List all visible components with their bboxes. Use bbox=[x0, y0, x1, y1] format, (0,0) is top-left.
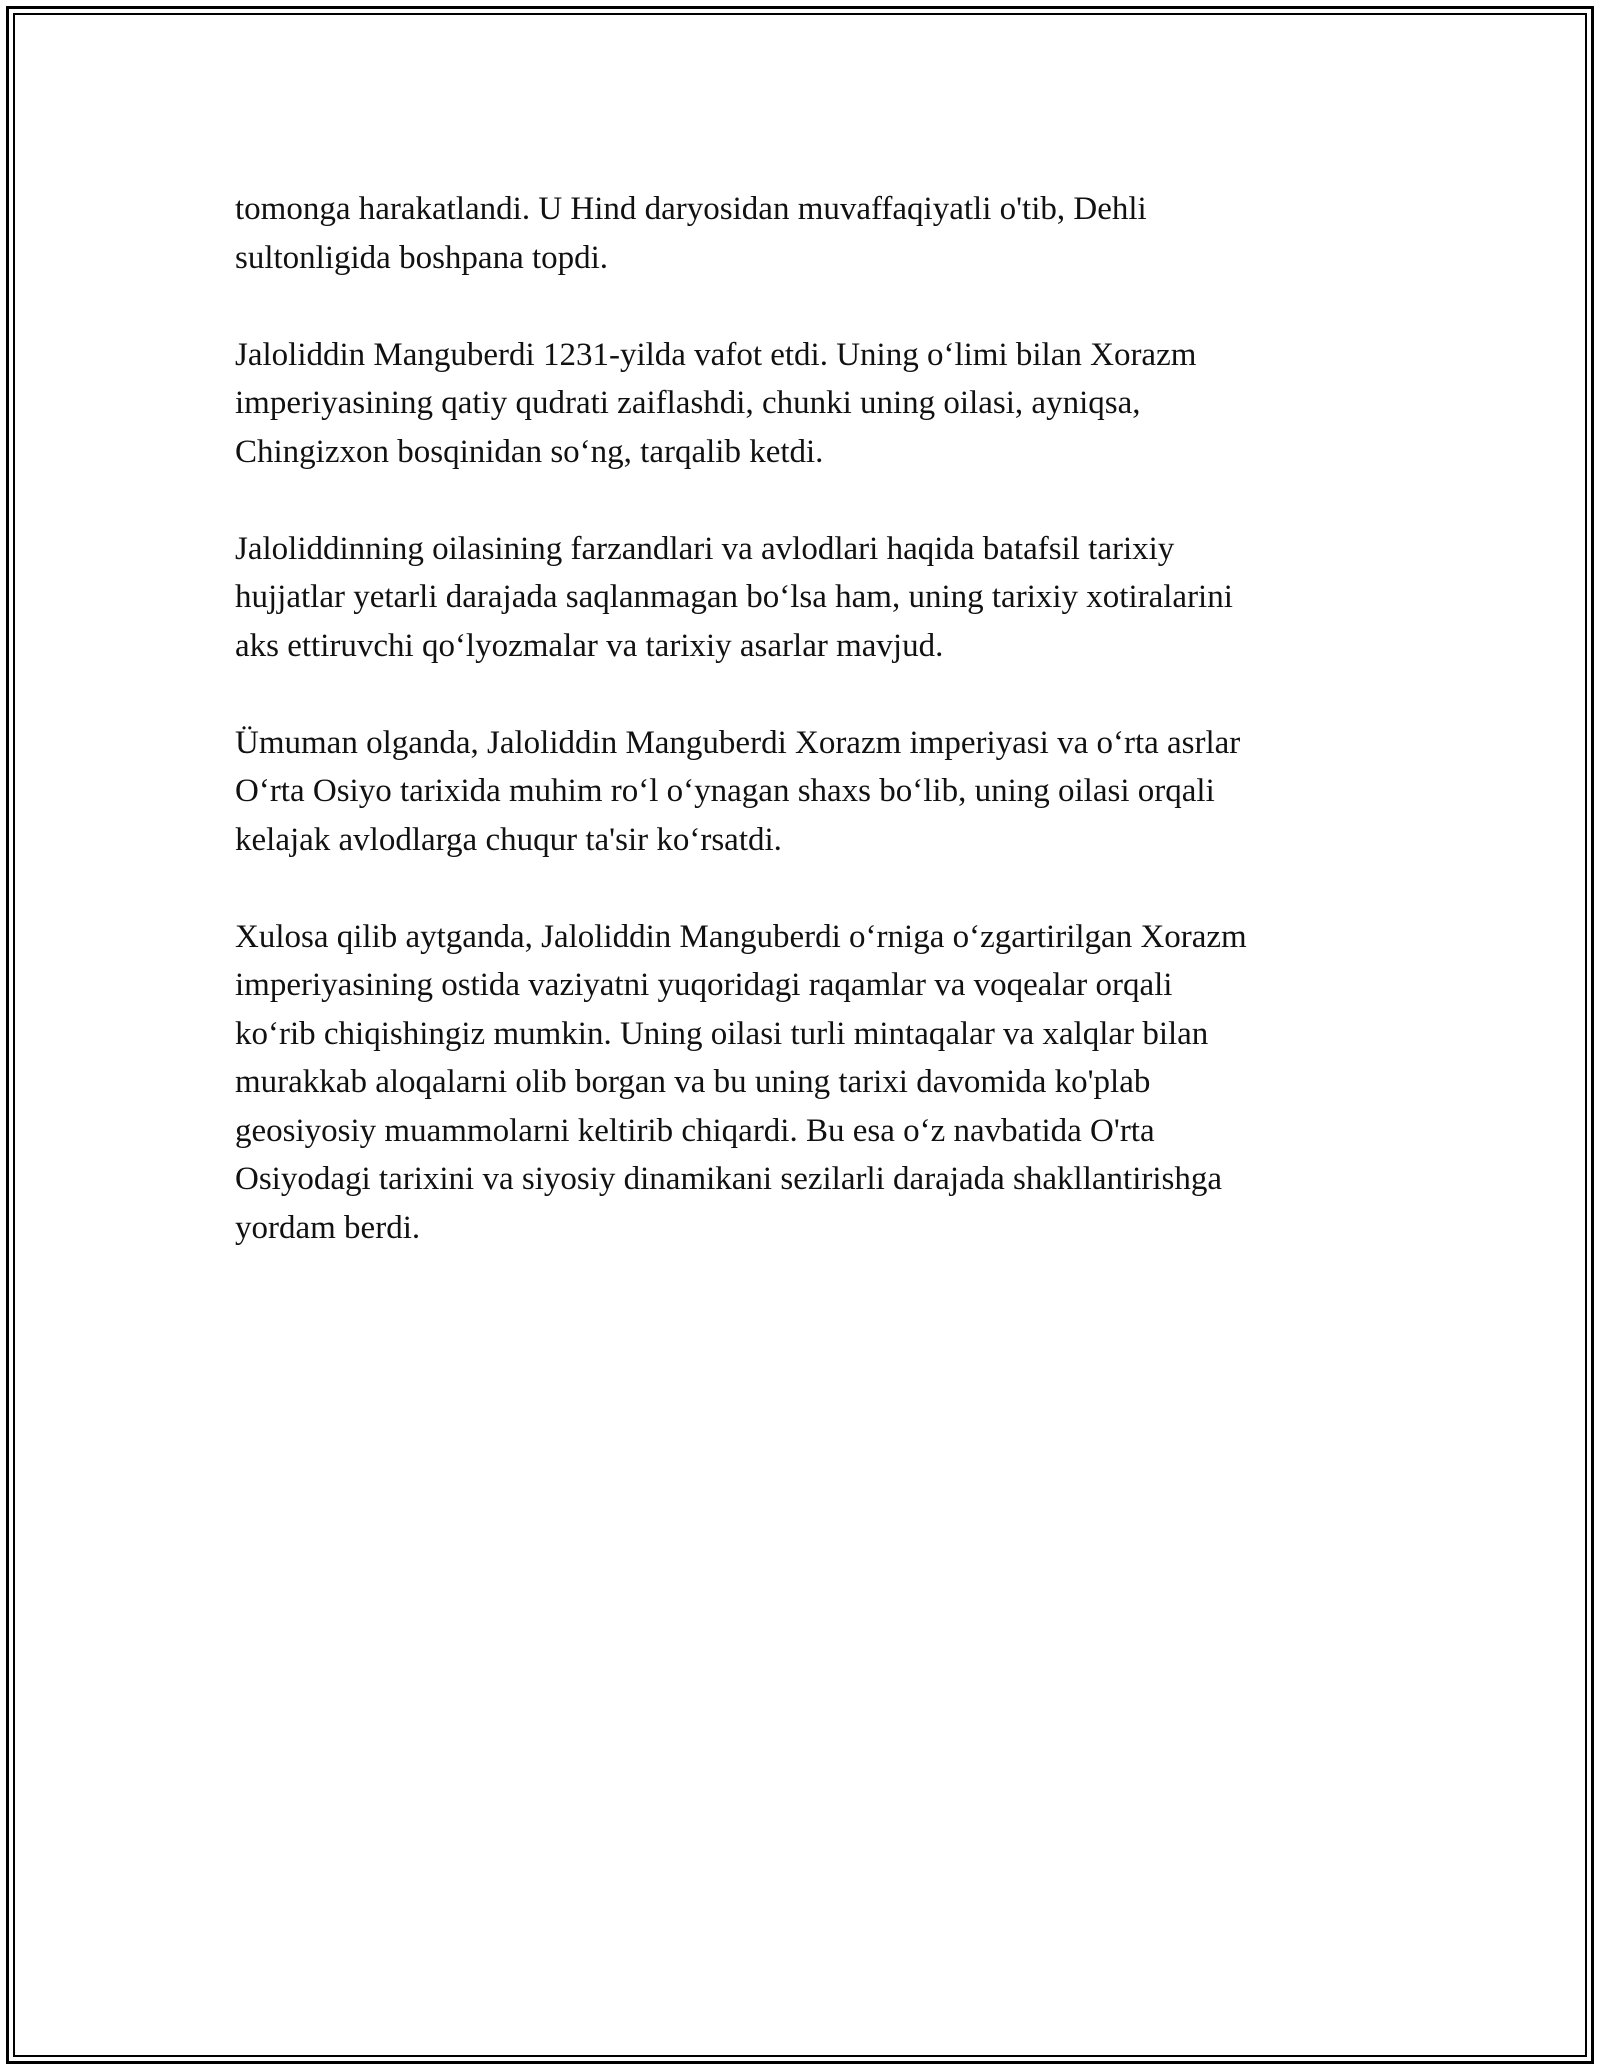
paragraph-1 bbox=[235, 185, 1385, 282]
line: geosiyosiy muammolarni keltirib chiqardi. Bu esa oʻz navbatida O'rta bbox=[235, 1112, 1155, 1149]
line: imperiyasining ostida vaziyatni yuqoridagi raqamlar va voqealar orqali bbox=[235, 967, 1173, 1003]
paragraph-5 bbox=[235, 913, 1385, 1253]
document-body bbox=[235, 185, 1385, 1301]
paragraph-3 bbox=[235, 525, 1385, 671]
line: Oʻrta Osiyo tarixida muhim roʻl oʻynagan shaxs boʻlib, uning oilasi orqali bbox=[235, 773, 1215, 809]
line: Jaloliddinning oilasining farzandlari va avlodlari haqida batafsil tarixiy bbox=[235, 530, 1175, 567]
line: Chingizxon bosqinidan soʻng, tarqalib ketdi. bbox=[235, 433, 824, 470]
paragraph-2 bbox=[235, 331, 1385, 477]
line: aks ettiruvchi qoʻlyozmalar va tarixiy asarlar mavjud. bbox=[235, 627, 944, 664]
line: Osiyodagi tarixini va siyosiy dinamikani sezilarli darajada shakllantirishga bbox=[235, 1161, 1223, 1197]
line: koʻrib chiqishingiz mumkin. Uning oilasi turli mintaqalar va xalqlar bilan bbox=[235, 1015, 1209, 1052]
line: sultonligida boshpana topdi. bbox=[235, 239, 609, 276]
line: kelajak avlodlarga chuqur ta'sir koʻrsatdi. bbox=[235, 821, 782, 858]
line: yordam berdi. bbox=[235, 1209, 421, 1246]
line: Jaloliddin Manguberdi 1231-yilda vafot etdi. Uning oʻlimi bilan Xorazm bbox=[235, 336, 1197, 373]
line: Xulosa qilib aytganda, Jaloliddin Manguberdi oʻrniga oʻzgartirilgan Xorazm bbox=[235, 918, 1247, 955]
line: murakkab aloqalarni olib borgan va bu uning tarixi davomida ko'plab bbox=[235, 1064, 1151, 1100]
paragraph-4 bbox=[235, 719, 1385, 865]
line: tomonga harakatlandi. U Hind daryosidan muvaffaqiyatli o'tib, Dehli bbox=[235, 191, 1147, 227]
line: Ümuman olganda, Jaloliddin Manguberdi Xorazm imperiyasi va oʻrta asrlar bbox=[235, 724, 1241, 761]
line: hujjatlar yetarli darajada saqlanmagan boʻlsa ham, uning tarixiy xotiralarini bbox=[235, 579, 1233, 615]
line: imperiyasining qatiy qudrati zaiflashdi, chunki uning oilasi, ayniqsa, bbox=[235, 385, 1141, 421]
